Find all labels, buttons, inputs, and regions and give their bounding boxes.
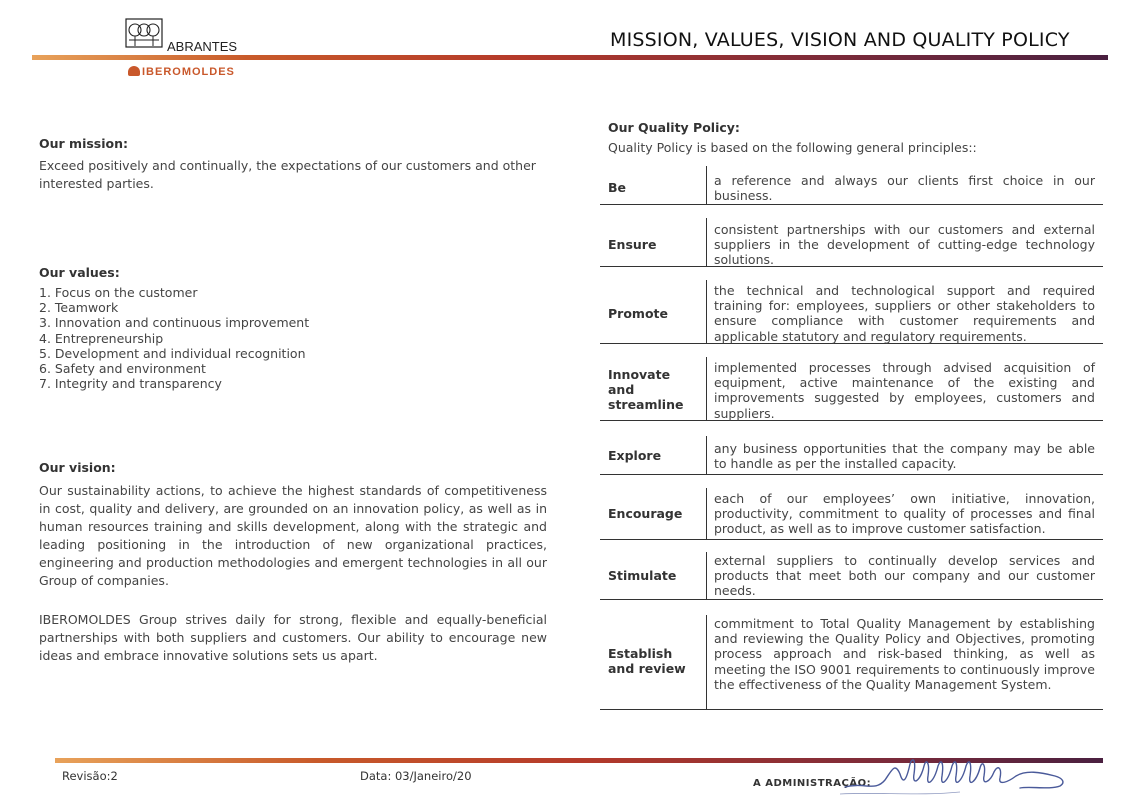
list-item: 2. Teamwork — [39, 300, 119, 316]
brand-abrantes: ABRANTES — [167, 39, 238, 54]
policy-divider — [706, 357, 707, 420]
policy-text: commitment to Total Quality Management by establishing and reviewing the Quality Policy and Objectives, promoting process approach and risk-based thinking, as well as meeting the ISO 9001 requirements to continuously improve the effectiveness of the Quality Management System. — [714, 616, 1095, 692]
policy-row-establish — [600, 599, 1103, 710]
policy-divider — [706, 166, 707, 204]
policy-text: any business opportunities that the company may be able to handle as per the installed capacity. — [714, 441, 1095, 472]
quality-policy-heading: Our Quality Policy: — [608, 120, 740, 135]
brand-iberomoldes — [128, 66, 235, 78]
group-text: IBEROMOLDES Group strives daily for strong, flexible and equally-beneficial partnerships with both suppliers and customers. Our ability to encourage new ideas and embrace innovative solutions sets us apart. — [39, 612, 547, 663]
policy-term: Innovate and streamline — [608, 367, 684, 412]
list-item: 3. Innovation and continuous improvement — [39, 315, 310, 331]
policy-row-encourage — [600, 474, 1103, 540]
values-list — [39, 285, 309, 391]
quality-policy-intro: Quality Policy is based on the following general principles:: — [608, 140, 977, 155]
policy-row-ensure — [600, 204, 1103, 267]
document-title: MISSION, VALUES, VISION AND QUALITY POLICY — [610, 29, 1070, 51]
list-item: 1. Focus on the customer — [39, 285, 198, 300]
date-label: Data: 03/Janeiro/20 — [360, 769, 472, 783]
vision-heading: Our vision: — [39, 460, 116, 475]
list-item: 6. Safety and environment — [39, 361, 206, 377]
policy-divider — [706, 280, 707, 343]
vision-text: Our sustainability actions, to achieve the highest standards of competitiveness in cost, quality and delivery, are grounded on an innovation policy, as well as in human resources training and skills development, along with the strategic and leading positioning in the introduction of new organizational practices, engineering and production methodologies and emergent technologies in all our Group of companies. — [39, 483, 547, 588]
policy-divider — [706, 488, 707, 539]
admin-label: A ADMINISTRAÇÃO: — [753, 778, 872, 789]
policy-divider — [706, 436, 707, 474]
policy-row-be — [600, 160, 1103, 205]
list-item: 7. Integrity and transparency — [39, 376, 222, 392]
list-item: 5. Development and individual recognition — [39, 345, 306, 361]
header-divider — [32, 55, 1108, 60]
list-item: 4. Entrepreneurship — [39, 330, 164, 346]
policy-text: external suppliers to continually develop services and products that meet both our company and our customer needs. — [714, 553, 1095, 599]
policy-divider — [706, 615, 707, 709]
policy-divider — [706, 552, 707, 599]
policy-text: the technical and technological support and required training for: employees, suppliers or other stakeholders to ensure compliance with customer requirements and applicable statutory and regulatory requirements. — [714, 283, 1095, 344]
mission-text: Exceed positively and continually, the expectations of our customers and other interested parties. — [39, 158, 536, 191]
revision-label: Revisão:2 — [62, 769, 118, 783]
policy-text: implemented processes through advised acquisition of equipment, active maintenance of the existing and improvements suggested by employees, customers and suppliers. — [714, 360, 1095, 421]
policy-divider — [706, 218, 707, 266]
policy-term: Explore — [608, 448, 662, 463]
policy-term: Promote — [608, 306, 668, 321]
policy-term: Establish and review — [608, 646, 686, 676]
policy-text: a reference and always our clients first choice in our business. — [714, 173, 1095, 204]
policy-term: Ensure — [608, 237, 657, 252]
policy-row-stimulate — [600, 539, 1103, 600]
iberomoldes-logo-icon — [128, 66, 140, 76]
policy-row-explore — [600, 420, 1103, 475]
policy-row-innovate — [600, 343, 1103, 421]
brand-iberomoldes-label: IBEROMOLDES — [142, 66, 235, 78]
policy-text: each of our employees’ own initiative, innovation, productivity, commitment to quality of processes and final product, as well as to improve customer satisfaction. — [714, 491, 1095, 537]
policy-term: Be — [608, 180, 627, 195]
policy-term: Encourage — [608, 506, 683, 521]
policy-term: Stimulate — [608, 568, 677, 583]
signature-icon — [840, 752, 1075, 802]
abrantes-logo-icon — [125, 18, 163, 48]
policy-text: consistent partnerships with our customers and external suppliers in the development of cutting-edge technology solutions. — [714, 222, 1095, 268]
policy-row-promote — [600, 266, 1103, 344]
mission-heading: Our mission: — [39, 136, 129, 151]
values-heading: Our values: — [39, 265, 120, 280]
